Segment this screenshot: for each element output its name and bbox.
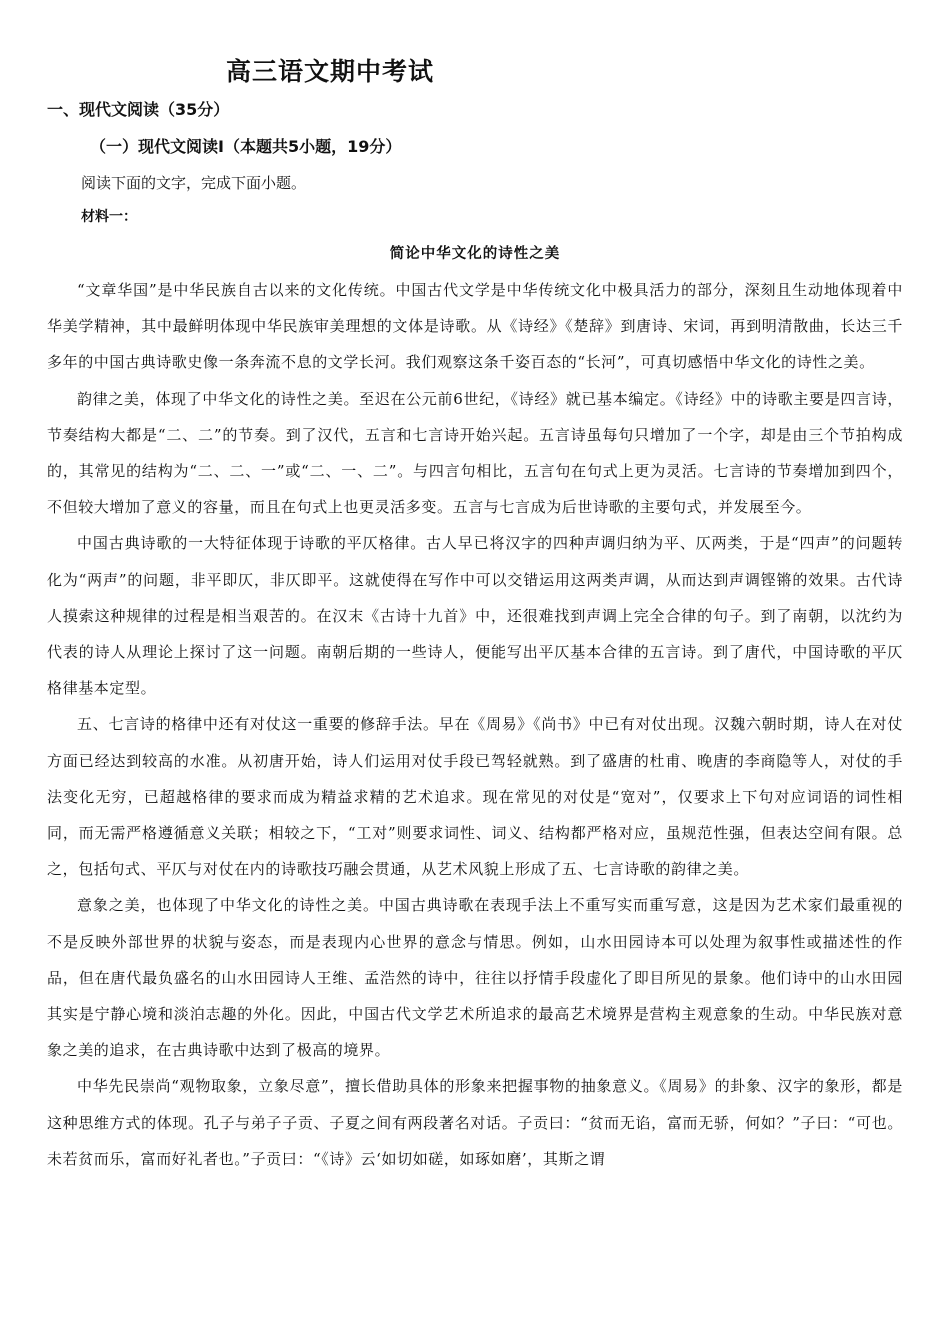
article-paragraph: “文章华国”是中华民族自古以来的文化传统。中国古代文学是中华传统文化中极具活力的部分，深刻且生动地体现着中华美学精神，其中最鲜明体现中华民族审美理想的文体是诗歌。从《诗经》《楚辞》到唐诗、宋词，再到明清散曲，长达三千多年的中国古典诗歌史像一条奔流不息的文学长河。我们观察这条千姿百态的“长河”，可真切感悟中华文化的诗性之美。 <box>47 281 903 372</box>
article-paragraph: 韵律之美，体现了中华文化的诗性之美。至迟在公元前6世纪，《诗经》就已基本编定。《诗经》中的诗歌主要是四言诗，节奏结构大都是“二、二”的节奏。到了汉代，五言和七言诗开始兴起。五言诗虽每句只增加了一个字，却是由三个节拍构成的，其常见的结构为“二、二、一”或“二、一、二”。与四言句相比，五言句在句式上更为灵活。七言诗的节奏增加到四个，不但较大增加了意义的容量，而且在句式上也更灵活多变。五言与七言成为后世诗歌的主要句式，并发展至今。 <box>47 389 903 517</box>
article-paragraph: 意象之美，也体现了中华文化的诗性之美。中国古典诗歌在表现手法上不重写实而重写意，这是因为艺术家们最重视的不是反映外部世界的状貌与姿态，而是表现内心世界的意念与情思。例如，山水田园诗本可以处理为叙事性或描述性的作品，但在唐代最负盛名的山水田园诗人王维、孟浩然的诗中，往往以抒情手段虚化了即目所见的景象。他们诗中的山水田园其实是宁静心境和淡泊志趣的外化。因此，中国古代文学艺术所追求的最高艺术境界是营构主观意象的生动。中华民族对意象之美的追求，在古典诗歌中达到了极高的境界。 <box>47 896 903 1060</box>
article-paragraph: 中国古典诗歌的一大特征体现于诗歌的平仄格律。古人早已将汉字的四种声调归纳为平、仄两类，于是“四声”的问题转化为“两声”的问题，非平即仄，非仄即平。这就使得在写作中可以交错运用这两类声调，从而达到声调铿锵的效果。古代诗人摸索这种规律的过程是相当艰苦的。在汉末《古诗十九首》中，还很难找到声调上完全合律的句子。到了南朝，以沈约为代表的诗人从理论上探讨了这一问题。南朝后期的一些诗人，便能写出平仄基本合律的五言诗。到了唐代，中国诗歌的平仄格律基本定型。 <box>47 534 903 698</box>
exam-title: 高三语文期中考试 <box>225 57 434 86</box>
article-paragraph: 中华先民崇尚“观物取象，立象尽意”，擅长借助具体的形象来把握事物的抽象意义。《周易》的卦象、汉字的象形，都是这种思维方式的体现。孔子与弟子子贡、子夏之间有两段著名对话。子贡曰：“贫而无谄，富而无骄，何如？”子曰：“可也。未若贫而乐，富而好礼者也。”子贡曰：“《诗》云‘如切如磋，如琢如磨’，其斯之谓 <box>47 1077 903 1168</box>
material-label: 材料一： <box>81 209 137 225</box>
article-title: 简论中华文化的诗性之美 <box>389 246 561 262</box>
article-paragraph: 五、七言诗的格律中还有对仗这一重要的修辞手法。早在《周易》《尚书》中已有对仗出现。汉魏六朝时期，诗人在对仗方面已经达到较高的水准。从初唐开始，诗人们运用对仗手段已驾轻就熟。到了盛唐的杜甫、晚唐的李商隐等人，对仗的手法变化无穷，已超越格律的要求而成为精益求精的艺术追求。现在常见的对仗是“宽对”，仅要求上下句对应词语的词性相同，而无需严格遵循意义关联；相较之下，“工对”则要求词性、词义、结构都严格对应，虽规范性强，但表达空间有限。总之，包括句式、平仄与对仗在内的诗歌技巧融会贯通，从艺术风貌上形成了五、七言诗歌的韵律之美。 <box>47 715 903 879</box>
article-body <box>47 272 903 1177</box>
sub-section-heading: （一）现代文阅读Ⅰ（本题共5小题，19分） <box>90 137 402 156</box>
section-heading: 一、现代文阅读（35分） <box>47 100 230 119</box>
reading-instruction: 阅读下面的文字，完成下面小题。 <box>81 174 307 192</box>
